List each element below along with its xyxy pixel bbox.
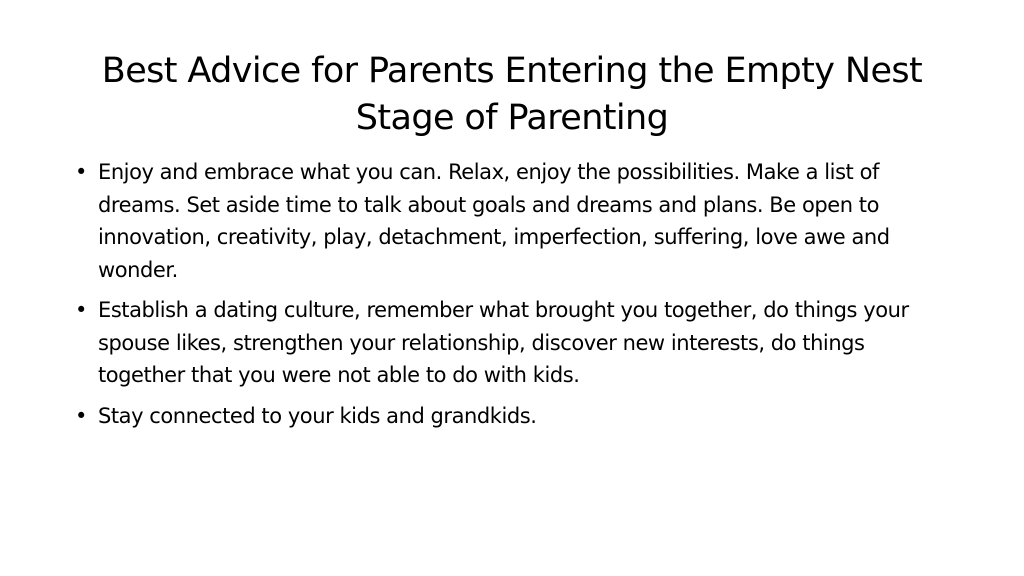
- bullet-list: [74, 156, 954, 440]
- bullet-text: Enjoy and embrace what you can. Relax, enjoy the possibilities. Make a list of dreams. Set aside time to talk about goals and dreams and plans. Be open to innovation, creativity, play, detachment, imperfection, suffering, love awe and wonder.: [98, 160, 890, 282]
- bullet-dot-icon: •: [75, 160, 87, 184]
- bullet-dot-icon: •: [75, 298, 87, 322]
- bullet-item: [74, 156, 954, 286]
- bullet-text: Establish a dating culture, remember what brought you together, do things your spouse likes, strengthen your relationship, discover new interests, do things together that you were not able to do with kids.: [98, 298, 909, 387]
- slide-title: Best Advice for Parents Entering the Empty Nest Stage of Parenting: [101, 51, 923, 138]
- bullet-item: [74, 294, 954, 392]
- bullet-item: [74, 400, 954, 433]
- bullet-dot-icon: •: [75, 403, 87, 428]
- bullet-text: Stay connected to your kids and grandkids.: [98, 403, 537, 428]
